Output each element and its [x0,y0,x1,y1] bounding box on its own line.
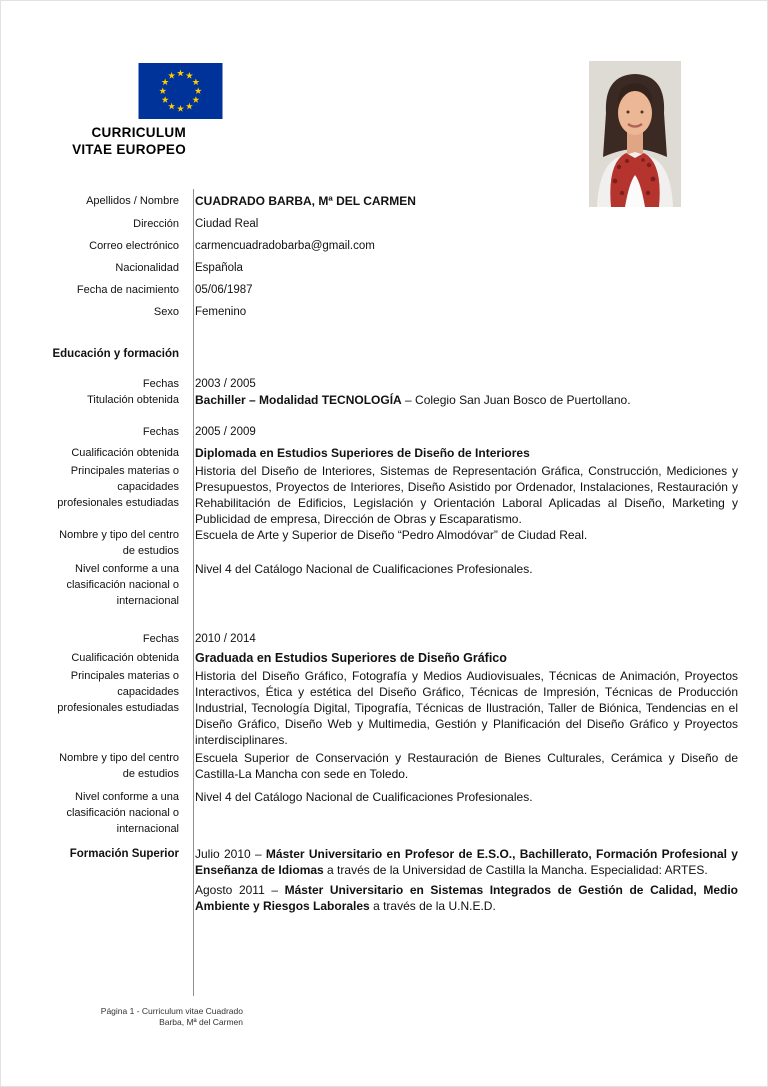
cv-field-row [1,424,768,440]
cv-field-row [1,304,768,320]
field-label: Fechas [142,633,179,645]
cv-field-row [1,846,768,914]
field-label: Titulación obtenida [87,394,179,406]
field-label: Nombre y tipo del centro de estudios [59,529,179,557]
field-label: Sexo [153,306,179,318]
page-footer [93,1006,243,1028]
page-title [1,124,186,158]
field-value: Nivel 4 del Catálogo Nacional de Cualificaciones Profesionales. [195,790,533,804]
footer-line-1: Página 1 - Curriculum vitae Cuadrado [100,1006,243,1016]
field-label: Apellidos / Nombre [86,195,179,207]
field-value: CUADRADO BARBA, Mª DEL CARMEN [195,194,416,208]
cv-field-row [1,216,768,232]
field-label: Principales materias o capacidades profesionales estudiadas [57,670,179,714]
field-value: Graduada en Estudios Superiores de Diseño Gráfico [195,651,507,665]
field-label: Fecha de nacimiento [76,284,179,296]
field-label: Nivel conforme a una clasificación nacional o internacional [66,563,179,607]
cv-rows [1,193,768,914]
title-line-1: CURRICULUM [91,125,186,140]
cv-field-row [1,260,768,276]
field-value: Escuela Superior de Conservación y Restauración de Bienes Culturales, Cerámica y Diseño de Castilla-La Mancha con sede en Toledo. [195,751,738,781]
field-label: Dirección [133,218,179,230]
cv-field-row [1,376,768,392]
section-header-row [1,346,768,362]
cv-field-row [1,238,768,254]
field-value: Julio 2010 – Máster Universitario en Profesor de E.S.O., Bachillerato, Formación Profesional y Enseñanza de Idiomas a través de la Universidad de Castilla la Mancha. Especialidad: ARTES. Agosto 2011 – Máster Universitario en Sistemas Integrados de Gestión de Calidad, Medio Ambiente y Riesgos Laborales a través de la U.N.E.D. [195,847,738,913]
field-label: Formación Superior [69,848,179,860]
field-label: Fechas [142,378,179,390]
cv-field-row [1,561,768,609]
cv-field-row [1,789,768,837]
field-value: Diplomada en Estudios Superiores de Diseño de Interiores [195,446,530,460]
cv-field-row [1,527,768,559]
cv-field-row [1,631,768,647]
field-value: carmencuadradobarba@gmail.com [195,240,375,252]
footer-line-2: Barba, Mª del Carmen [159,1017,243,1027]
field-label: Cualificación obtenida [71,652,179,664]
field-label: Principales materias o capacidades profesionales estudiadas [57,465,179,509]
section-header-label: Educación y formación [52,348,179,360]
field-value: 2005 / 2009 [195,426,256,438]
cv-field-row [1,650,768,666]
cv-field-row [1,668,768,748]
field-value: 2010 / 2014 [195,633,256,645]
field-value: Ciudad Real [195,218,259,230]
field-value: 2003 / 2005 [195,378,256,390]
field-value: Femenino [195,306,247,318]
cv-field-row [1,750,768,782]
field-label: Correo electrónico [89,240,179,252]
field-label: Fechas [142,426,179,438]
field-value: Española [195,262,243,274]
field-value: Nivel 4 del Catálogo Nacional de Cualificaciones Profesionales. [195,562,533,576]
cv-field-row [1,193,768,209]
cv-field-row [1,392,768,408]
eu-flag-icon [138,63,223,119]
field-value: Historia del Diseño de Interiores, Sistemas de Representación Gráfica, Construcción, Mediciones y Presupuestos, Proyectos de Interiores, Diseño Asistido por Ordenador, Instalaciones, Restauración y Rehabilitación de Edificios, Legislación y Orientación Laboral Aplicadas al Diseño, Marketing y Publicidad de empresa, Dirección de Obras y Escaparatismo. [195,464,738,526]
field-label: Nombre y tipo del centro de estudios [59,752,179,780]
cv-field-row [1,445,768,461]
title-line-2: VITAE EUROPEO [72,142,186,157]
portrait-photo [589,61,681,207]
field-value: 05/06/1987 [195,284,253,296]
cv-field-row [1,282,768,298]
field-value: Bachiller – Modalidad TECNOLOGÍA – Colegio San Juan Bosco de Puertollano. [195,393,631,407]
field-label: Cualificación obtenida [71,447,179,459]
field-label: Nivel conforme a una clasificación nacional o internacional [66,791,179,835]
cv-field-row [1,463,768,527]
field-value: Escuela de Arte y Superior de Diseño “Pedro Almodóvar” de Ciudad Real. [195,528,588,542]
field-label: Nacionalidad [115,262,179,274]
field-value: Historia del Diseño Gráfico, Fotografía y Medios Audiovisuales, Técnicas de Animación, Proyectos Interactivos, Ética y estética del Diseño Gráfico, Técnicas de Impresión, Técnicas de Producción Industrial, Tecnología Digital, Tipografía, Técnicas de Ilustración, Taller de Biónica, Tendencias en el Diseño Gráfico, Diseño Web y Multimedia, Gestión y Planificación del Diseño Gráfico y Proyectos interdisciplinares. [195,669,738,747]
